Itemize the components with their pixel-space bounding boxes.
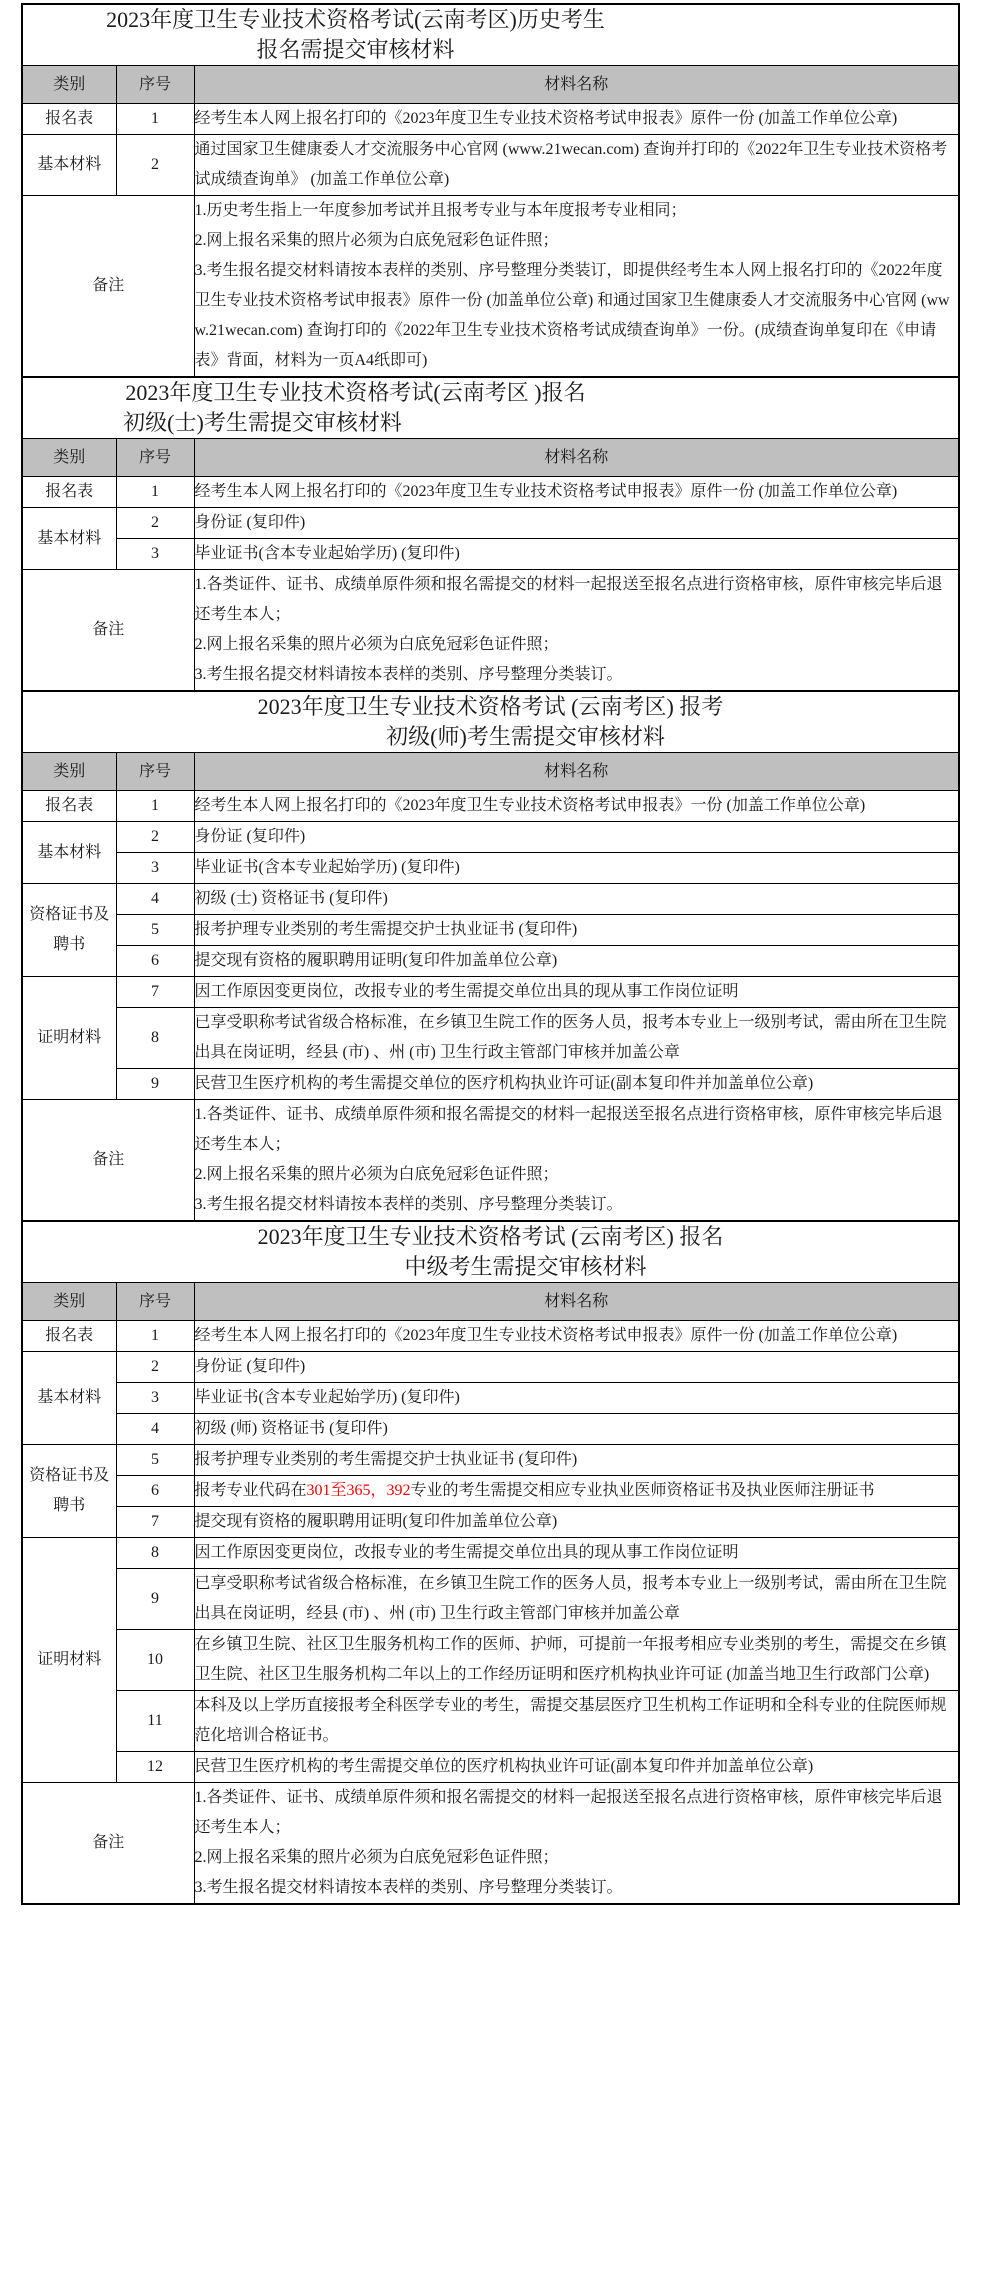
material-text-segment: 提交现有资格的履职聘用证明(复印件加盖单位公章) — [194, 1513, 558, 1530]
materials-table-2 — [21, 376, 960, 692]
row-number: 5 — [116, 915, 194, 946]
material-row — [22, 1445, 959, 1476]
table-title-line: 2023年度卫生专业技术资格考试 (云南考区) 报名 — [257, 1224, 724, 1249]
material-name — [194, 1445, 959, 1476]
row-number: 10 — [116, 1630, 194, 1691]
material-row — [22, 853, 959, 884]
material-text-segment: 本科及以上学历直接报考全科医学专业的考生，需提交基层医疗卫生机构工作证明和全科专业的住院医师规范化培训合格证书。 — [194, 1697, 947, 1744]
material-name — [194, 1691, 959, 1752]
material-text-segment: 经考生本人网上报名打印的《2023年度卫生专业技术资格考试申报表》原件一份 (加盖工作单位公章) — [194, 110, 898, 127]
material-text-segment: 毕业证书(含本专业起始学历) (复印件) — [194, 859, 460, 876]
table-title-line: 2023年度卫生专业技术资格考试 (云南考区) 报考 — [257, 694, 724, 719]
row-number: 2 — [116, 1352, 194, 1383]
material-row — [22, 1383, 959, 1414]
material-text-segment: 身份证 (复印件) — [194, 828, 306, 845]
material-name — [194, 1321, 959, 1352]
remark-line: 1.历史考生指上一年度参加考试并且报考专业与本年度报考专业相同； — [194, 202, 687, 219]
material-row — [22, 1507, 959, 1538]
material-text-segment: 报考护理专业类别的考生需提交护士执业证书 (复印件) — [194, 921, 578, 938]
material-row — [22, 1008, 959, 1069]
material-name — [194, 477, 959, 508]
material-name — [194, 1414, 959, 1445]
remark-line: 2.网上报名采集的照片必须为白底免冠彩色证件照； — [194, 636, 559, 653]
category-cell: 基本材料 — [22, 1352, 116, 1445]
remark-text — [194, 1783, 959, 1905]
remark-line: 1.各类证件、证书、成绩单原件须和报名需提交的材料一起报送至报名点进行资格审核，原件审核完毕后退还考生本人； — [194, 1106, 943, 1153]
material-text-segment: 经考生本人网上报名打印的《2023年度卫生专业技术资格考试申报表》一份 (加盖工作单位公章) — [194, 797, 866, 814]
remark-line: 1.各类证件、证书、成绩单原件须和报名需提交的材料一起报送至报名点进行资格审核，原件审核完毕后退还考生本人； — [194, 1789, 943, 1836]
remark-label: 备注 — [22, 570, 194, 692]
material-name — [194, 946, 959, 977]
row-number: 3 — [116, 853, 194, 884]
material-row — [22, 1752, 959, 1783]
material-row — [22, 1630, 959, 1691]
remark-line: 2.网上报名采集的照片必须为白底免冠彩色证件照； — [194, 1849, 559, 1866]
column-header-1: 类别 — [22, 753, 116, 791]
column-header-1: 类别 — [22, 439, 116, 477]
material-name — [194, 822, 959, 853]
table-title — [22, 691, 959, 753]
table-title — [22, 1221, 959, 1283]
column-header-2: 序号 — [116, 439, 194, 477]
category-cell: 基本材料 — [22, 508, 116, 570]
table-title-row — [22, 1221, 959, 1283]
material-name — [194, 1008, 959, 1069]
material-row — [22, 977, 959, 1008]
category-cell: 基本材料 — [22, 822, 116, 884]
material-text-segment: 提交现有资格的履职聘用证明(复印件加盖单位公章) — [194, 952, 558, 969]
material-row — [22, 508, 959, 539]
column-header-row — [22, 66, 959, 104]
column-header-3: 材料名称 — [194, 753, 959, 791]
remark-line: 3.考生报名提交材料请按本表样的类别、序号整理分类装订，即提供经考生本人网上报名打印的《2022年度卫生专业技术资格考试申报表》原件一份 (加盖单位公章) 和通过国家卫生健康委人才交流服务中心官网 (www.21wecan.com) 查询打印的《2022年卫生专业技术资格考试成绩查询单》一份。(成绩查询单复印在《申请表》背面，材料为一页A4纸即可) — [194, 262, 950, 369]
material-row — [22, 1352, 959, 1383]
column-header-1: 类别 — [22, 1283, 116, 1321]
remark-label: 备注 — [22, 1100, 194, 1222]
table-title-row — [22, 691, 959, 753]
material-text-segment: 身份证 (复印件) — [194, 1358, 306, 1375]
material-name — [194, 1352, 959, 1383]
material-text-segment: 已享受职称考试省级合格标准，在乡镇卫生院工作的医务人员，报考本专业上一级别考试，需由所在卫生院出具在岗证明，经县 (市) 、州 (市) 卫生行政主管部门审核并加盖公章 — [194, 1014, 947, 1061]
material-name — [194, 104, 959, 135]
column-header-3: 材料名称 — [194, 1283, 959, 1321]
material-text-segment: 民营卫生医疗机构的考生需提交单位的医疗机构执业许可证(副本复印件并加盖单位公章) — [194, 1758, 814, 1775]
material-row — [22, 1476, 959, 1507]
row-number: 5 — [116, 1445, 194, 1476]
row-number: 9 — [116, 1069, 194, 1100]
material-row — [22, 477, 959, 508]
material-row — [22, 539, 959, 570]
table-title-line: 初级(士)考生需提交审核材料 — [123, 410, 402, 435]
material-name — [194, 1538, 959, 1569]
material-text-segment: 报考护理专业类别的考生需提交护士执业证书 (复印件) — [194, 1451, 578, 1468]
material-text-segment: 身份证 (复印件) — [194, 514, 306, 531]
material-text-segment: 民营卫生医疗机构的考生需提交单位的医疗机构执业许可证(副本复印件并加盖单位公章) — [194, 1075, 814, 1092]
table-title-line: 2023年度卫生专业技术资格考试(云南考区)历史考生 — [106, 7, 605, 32]
materials-table-4 — [21, 1220, 960, 1905]
material-row — [22, 791, 959, 822]
material-text-segment: 在乡镇卫生院、社区卫生服务机构工作的医师、护师，可提前一年报考相应专业类别的考生，需提交在乡镇卫生院、社区卫生服务机构二年以上的工作经历证明和医疗机构执业许可证 (加盖当地卫生行政部门公章) — [194, 1636, 947, 1683]
material-name — [194, 508, 959, 539]
category-cell: 报名表 — [22, 1321, 116, 1352]
remark-row — [22, 570, 959, 692]
material-name — [194, 1476, 959, 1507]
category-cell: 基本材料 — [22, 135, 116, 196]
material-row — [22, 1691, 959, 1752]
remark-row — [22, 1783, 959, 1905]
remark-line: 2.网上报名采集的照片必须为白底免冠彩色证件照； — [194, 1166, 559, 1183]
material-row — [22, 946, 959, 977]
table-title-line: 中级考生需提交审核材料 — [404, 1254, 647, 1279]
column-header-row — [22, 1283, 959, 1321]
row-number: 2 — [116, 822, 194, 853]
category-cell: 报名表 — [22, 477, 116, 508]
materials-table-3 — [21, 690, 960, 1222]
material-text-segment: 报考专业代码在 — [194, 1482, 307, 1499]
remark-line: 1.各类证件、证书、成绩单原件须和报名需提交的材料一起报送至报名点进行资格审核，原件审核完毕后退还考生本人； — [194, 576, 943, 623]
material-text-segment: 初级 (师) 资格证书 (复印件) — [194, 1420, 388, 1437]
material-row — [22, 1414, 959, 1445]
column-header-2: 序号 — [116, 753, 194, 791]
material-row — [22, 1321, 959, 1352]
row-number: 12 — [116, 1752, 194, 1783]
material-name — [194, 1630, 959, 1691]
material-name — [194, 1752, 959, 1783]
row-number: 11 — [116, 1691, 194, 1752]
material-name — [194, 135, 959, 196]
material-name — [194, 915, 959, 946]
column-header-2: 序号 — [116, 1283, 194, 1321]
category-cell: 报名表 — [22, 791, 116, 822]
material-name — [194, 791, 959, 822]
table-title — [22, 377, 959, 439]
remark-line: 3.考生报名提交材料请按本表样的类别、序号整理分类装订。 — [194, 1879, 623, 1896]
remark-line: 2.网上报名采集的照片必须为白底免冠彩色证件照； — [194, 232, 559, 249]
row-number: 2 — [116, 135, 194, 196]
material-name — [194, 884, 959, 915]
row-number: 9 — [116, 1569, 194, 1630]
row-number: 6 — [116, 946, 194, 977]
table-title — [22, 4, 959, 66]
material-text-segment: 已享受职称考试省级合格标准，在乡镇卫生院工作的医务人员，报考本专业上一级别考试，需由所在卫生院出具在岗证明，经县 (市) 、州 (市) 卫生行政主管部门审核并加盖公章 — [194, 1575, 947, 1622]
column-header-1: 类别 — [22, 66, 116, 104]
material-text-segment: 初级 (士) 资格证书 (复印件) — [194, 890, 388, 907]
material-row — [22, 1569, 959, 1630]
column-header-3: 材料名称 — [194, 66, 959, 104]
material-name — [194, 977, 959, 1008]
material-text-segment: 通过国家卫生健康委人才交流服务中心官网 (www.21wecan.com) 查询并打印的《2022年卫生专业技术资格考试成绩查询单》 (加盖工作单位公章) — [194, 141, 948, 188]
remark-line: 3.考生报名提交材料请按本表样的类别、序号整理分类装订。 — [194, 1196, 623, 1213]
row-number: 3 — [116, 539, 194, 570]
material-row — [22, 884, 959, 915]
material-name — [194, 539, 959, 570]
material-row — [22, 1069, 959, 1100]
category-cell: 资格证书及聘书 — [22, 1445, 116, 1538]
material-text-segment: 毕业证书(含本专业起始学历) (复印件) — [194, 1389, 460, 1406]
row-number: 1 — [116, 477, 194, 508]
row-number: 6 — [116, 1476, 194, 1507]
table-title-line: 2023年度卫生专业技术资格考试(云南考区 )报名 — [125, 380, 586, 405]
remark-row — [22, 196, 959, 378]
row-number: 2 — [116, 508, 194, 539]
column-header-2: 序号 — [116, 66, 194, 104]
material-name — [194, 1069, 959, 1100]
remark-label: 备注 — [22, 1783, 194, 1905]
materials-table-1 — [21, 3, 960, 378]
remark-line: 3.考生报名提交材料请按本表样的类别、序号整理分类装订。 — [194, 666, 623, 683]
category-cell: 证明材料 — [22, 1538, 116, 1783]
row-number: 3 — [116, 1383, 194, 1414]
table-title-row — [22, 377, 959, 439]
row-number: 1 — [116, 104, 194, 135]
material-row — [22, 104, 959, 135]
row-number: 7 — [116, 1507, 194, 1538]
material-text-segment: 经考生本人网上报名打印的《2023年度卫生专业技术资格考试申报表》原件一份 (加盖工作单位公章) — [194, 483, 898, 500]
row-number: 4 — [116, 1414, 194, 1445]
material-row — [22, 135, 959, 196]
material-row — [22, 1538, 959, 1569]
row-number: 7 — [116, 977, 194, 1008]
category-cell: 资格证书及聘书 — [22, 884, 116, 977]
column-header-row — [22, 753, 959, 791]
table-title-line: 报名需提交审核材料 — [256, 37, 455, 62]
column-header-3: 材料名称 — [194, 439, 959, 477]
category-cell: 证明材料 — [22, 977, 116, 1100]
material-name — [194, 853, 959, 884]
table-title-line: 初级(师)考生需提交审核材料 — [386, 724, 665, 749]
material-row — [22, 822, 959, 853]
remark-text — [194, 570, 959, 692]
material-name — [194, 1383, 959, 1414]
remark-label: 备注 — [22, 196, 194, 378]
material-name — [194, 1507, 959, 1538]
remark-row — [22, 1100, 959, 1222]
material-text-segment: 经考生本人网上报名打印的《2023年度卫生专业技术资格考试申报表》原件一份 (加盖工作单位公章) — [194, 1327, 898, 1344]
row-number: 1 — [116, 1321, 194, 1352]
category-cell: 报名表 — [22, 104, 116, 135]
row-number: 4 — [116, 884, 194, 915]
table-title-row — [22, 4, 959, 66]
material-text-segment: 毕业证书(含本专业起始学历) (复印件) — [194, 545, 460, 562]
material-row — [22, 915, 959, 946]
material-name — [194, 1569, 959, 1630]
column-header-row — [22, 439, 959, 477]
row-number: 8 — [116, 1538, 194, 1569]
material-text-segment: 专业的考生需提交相应专业执业医师资格证书及执业医师注册证书 — [410, 1482, 875, 1499]
material-text-segment: 因工作原因变更岗位，改报专业的考生需提交单位出具的现从事工作岗位证明 — [194, 1544, 739, 1561]
material-text-segment: 因工作原因变更岗位，改报专业的考生需提交单位出具的现从事工作岗位证明 — [194, 983, 739, 1000]
remark-text — [194, 1100, 959, 1222]
row-number: 8 — [116, 1008, 194, 1069]
remark-text — [194, 196, 959, 378]
highlighted-code-range: 301至365，392 — [306, 1482, 411, 1499]
row-number: 1 — [116, 791, 194, 822]
